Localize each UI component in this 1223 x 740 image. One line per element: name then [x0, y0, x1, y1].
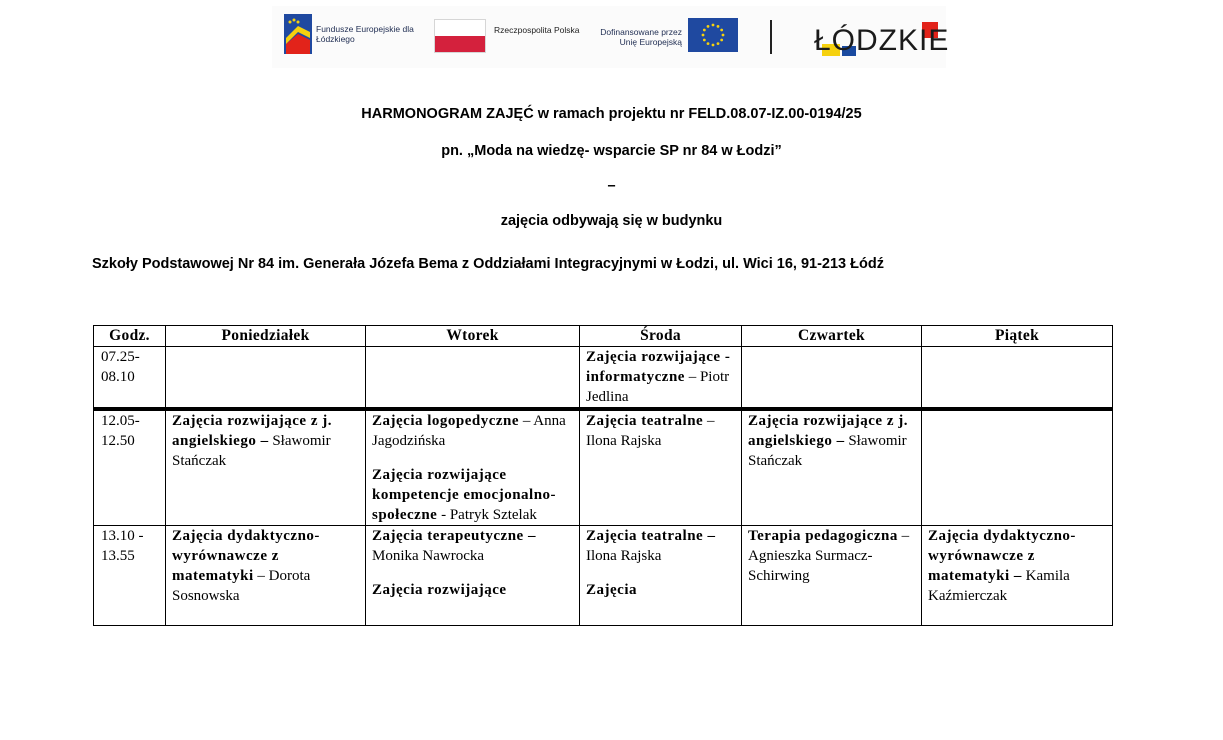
document-title: HARMONOGRAM ZAJĘĆ w ramach projektu nr FELD.08.07-IZ.00-0194/25 — [361, 106, 862, 122]
eu-star-icon — [712, 44, 715, 47]
lodzkie-logo — [804, 18, 950, 58]
table-row — [94, 409, 1113, 526]
class-cell-tuesday — [366, 347, 580, 410]
class-title: Zajęcia rozwijające - informatyczne — [586, 349, 731, 385]
class-cell-thursday — [742, 526, 922, 626]
class-cell-monday — [166, 526, 366, 626]
class-entry — [586, 526, 735, 566]
class-entry — [586, 347, 735, 407]
teacher-name: Ilona Rajska — [586, 548, 662, 564]
time-slot-text: 07.25- — [101, 349, 140, 365]
eu-star-icon — [707, 42, 710, 45]
class-entry — [748, 526, 915, 586]
table-header-row — [94, 326, 1113, 347]
project-name: pn. „Moda na wiedzę- wsparcie SP nr 84 w Łodzi” — [441, 143, 782, 159]
polish-flag-icon — [434, 19, 486, 53]
class-title: Zajęcia teatralne – — [586, 528, 716, 544]
teacher-name: Kamila Kaźmierczak — [928, 568, 1070, 604]
class-cell-thursday — [742, 347, 922, 410]
fe-logo-text: Fundusze Europejskie dla Łódzkiego — [316, 24, 414, 44]
teacher-name: – Dorota Sosnowska — [172, 568, 311, 604]
time-slot-text: 13.10 - — [101, 528, 144, 544]
class-title: Terapia pedagogiczna — [748, 528, 898, 544]
header-friday: Piątek — [922, 326, 1113, 347]
class-entry — [372, 465, 573, 525]
class-cell-tuesday — [366, 409, 580, 526]
lodzkie-wordmark: ŁÓDZKIE — [814, 24, 950, 57]
class-entry — [172, 526, 359, 606]
class-cell-friday — [922, 409, 1113, 526]
class-cell-friday — [922, 347, 1113, 410]
class-entry — [372, 411, 573, 451]
time-slot-text: 13.55 — [101, 548, 135, 564]
teacher-name: Sławomir Stańczak — [172, 433, 331, 469]
class-entry — [172, 411, 359, 471]
rzeczpospolita-polska-logo — [434, 19, 580, 53]
class-entry — [586, 411, 735, 451]
teacher-name: Monika Nawrocka — [372, 548, 485, 564]
class-cell-tuesday — [366, 526, 580, 626]
time-slot-text: 12.05- — [101, 413, 140, 429]
teacher-name: – Piotr Jedlina — [586, 369, 730, 405]
class-cell-friday — [922, 526, 1113, 626]
class-cell-wednesday — [580, 347, 742, 410]
teacher-name: – Anna Jagodzińska — [372, 413, 566, 449]
eu-star-icon — [707, 25, 710, 28]
eu-star-icon — [703, 29, 706, 32]
class-cell-wednesday — [580, 526, 742, 626]
logo-strip — [272, 6, 950, 68]
eu-star-icon — [722, 34, 725, 37]
header-tuesday: Wtorek — [366, 326, 580, 347]
table-row — [94, 526, 1113, 626]
table-row — [94, 347, 1113, 410]
class-cell-monday — [166, 409, 366, 526]
eu-star-icon — [703, 39, 706, 42]
class-entry — [372, 580, 573, 600]
eu-star-icon — [720, 29, 723, 32]
class-cell-thursday — [742, 409, 922, 526]
class-title: Zajęcia rozwijające — [372, 582, 507, 598]
class-cell-wednesday — [580, 409, 742, 526]
header-monday: Poniedziałek — [166, 326, 366, 347]
eu-star-icon — [712, 24, 715, 27]
class-entry — [748, 411, 915, 471]
time-slot-text: 12.50 — [101, 433, 135, 449]
teacher-name: – Ilona Rajska — [586, 413, 715, 449]
pl-logo-text: Rzeczpospolita Polska — [494, 25, 580, 35]
logo-divider — [770, 20, 772, 54]
class-title: Zajęcia dydaktyczno-wyrównawcze z matematyki — [172, 528, 320, 584]
teacher-name: - Patryk Sztelak — [437, 507, 537, 523]
class-title: Zajęcia rozwijające z j. angielskiego – — [748, 413, 908, 449]
teacher-name: Sławomir Stańczak — [748, 433, 907, 469]
class-title: Zajęcia logopedyczne — [372, 413, 520, 429]
eu-star-icon — [720, 39, 723, 42]
eu-flag-icon — [688, 18, 738, 52]
class-cell-monday — [166, 347, 366, 410]
eu-star-icon — [702, 34, 705, 37]
eu-logo-text: Dofinansowane przez Unię Europejską — [600, 27, 682, 47]
class-title: Zajęcia dydaktyczno-wyrównawcze z matematyki – — [928, 528, 1076, 584]
class-entry — [586, 580, 735, 600]
time-slot-text: 08.10 — [101, 369, 135, 385]
class-title: Zajęcia terapeutyczne – — [372, 528, 536, 544]
class-entry — [372, 526, 573, 566]
time-slot-cell — [94, 409, 166, 526]
header-wednesday: Środa — [580, 326, 742, 347]
class-entry — [928, 526, 1106, 606]
school-address: Szkoły Podstawowej Nr 84 im. Generała Józefa Bema z Oddziałami Integracyjnymi w Łodzi, ul. Wici 16, 91-213 Łódź — [92, 256, 884, 272]
heading-dash: – — [607, 178, 616, 194]
fundusze-europejskie-logo — [284, 14, 414, 59]
class-title: Zajęcia — [586, 582, 637, 598]
header-thursday: Czwartek — [742, 326, 922, 347]
class-title: Zajęcia rozwijające kompetencje emocjonalno-społeczne — [372, 467, 557, 523]
teacher-name: – Agnieszka Surmacz-Schirwing — [748, 528, 910, 584]
fe-flag-icon — [284, 14, 312, 54]
eu-star-icon — [717, 42, 720, 45]
eu-star-icon — [717, 25, 720, 28]
location-intro: zajęcia odbywają się w budynku — [500, 213, 723, 229]
header-hours: Godz. — [94, 326, 166, 347]
class-title: Zajęcia rozwijające z j. angielskiego – — [172, 413, 332, 449]
class-title: Zajęcia teatralne — [586, 413, 704, 429]
time-slot-cell — [94, 347, 166, 410]
time-slot-cell — [94, 526, 166, 626]
schedule-table — [93, 325, 1113, 626]
